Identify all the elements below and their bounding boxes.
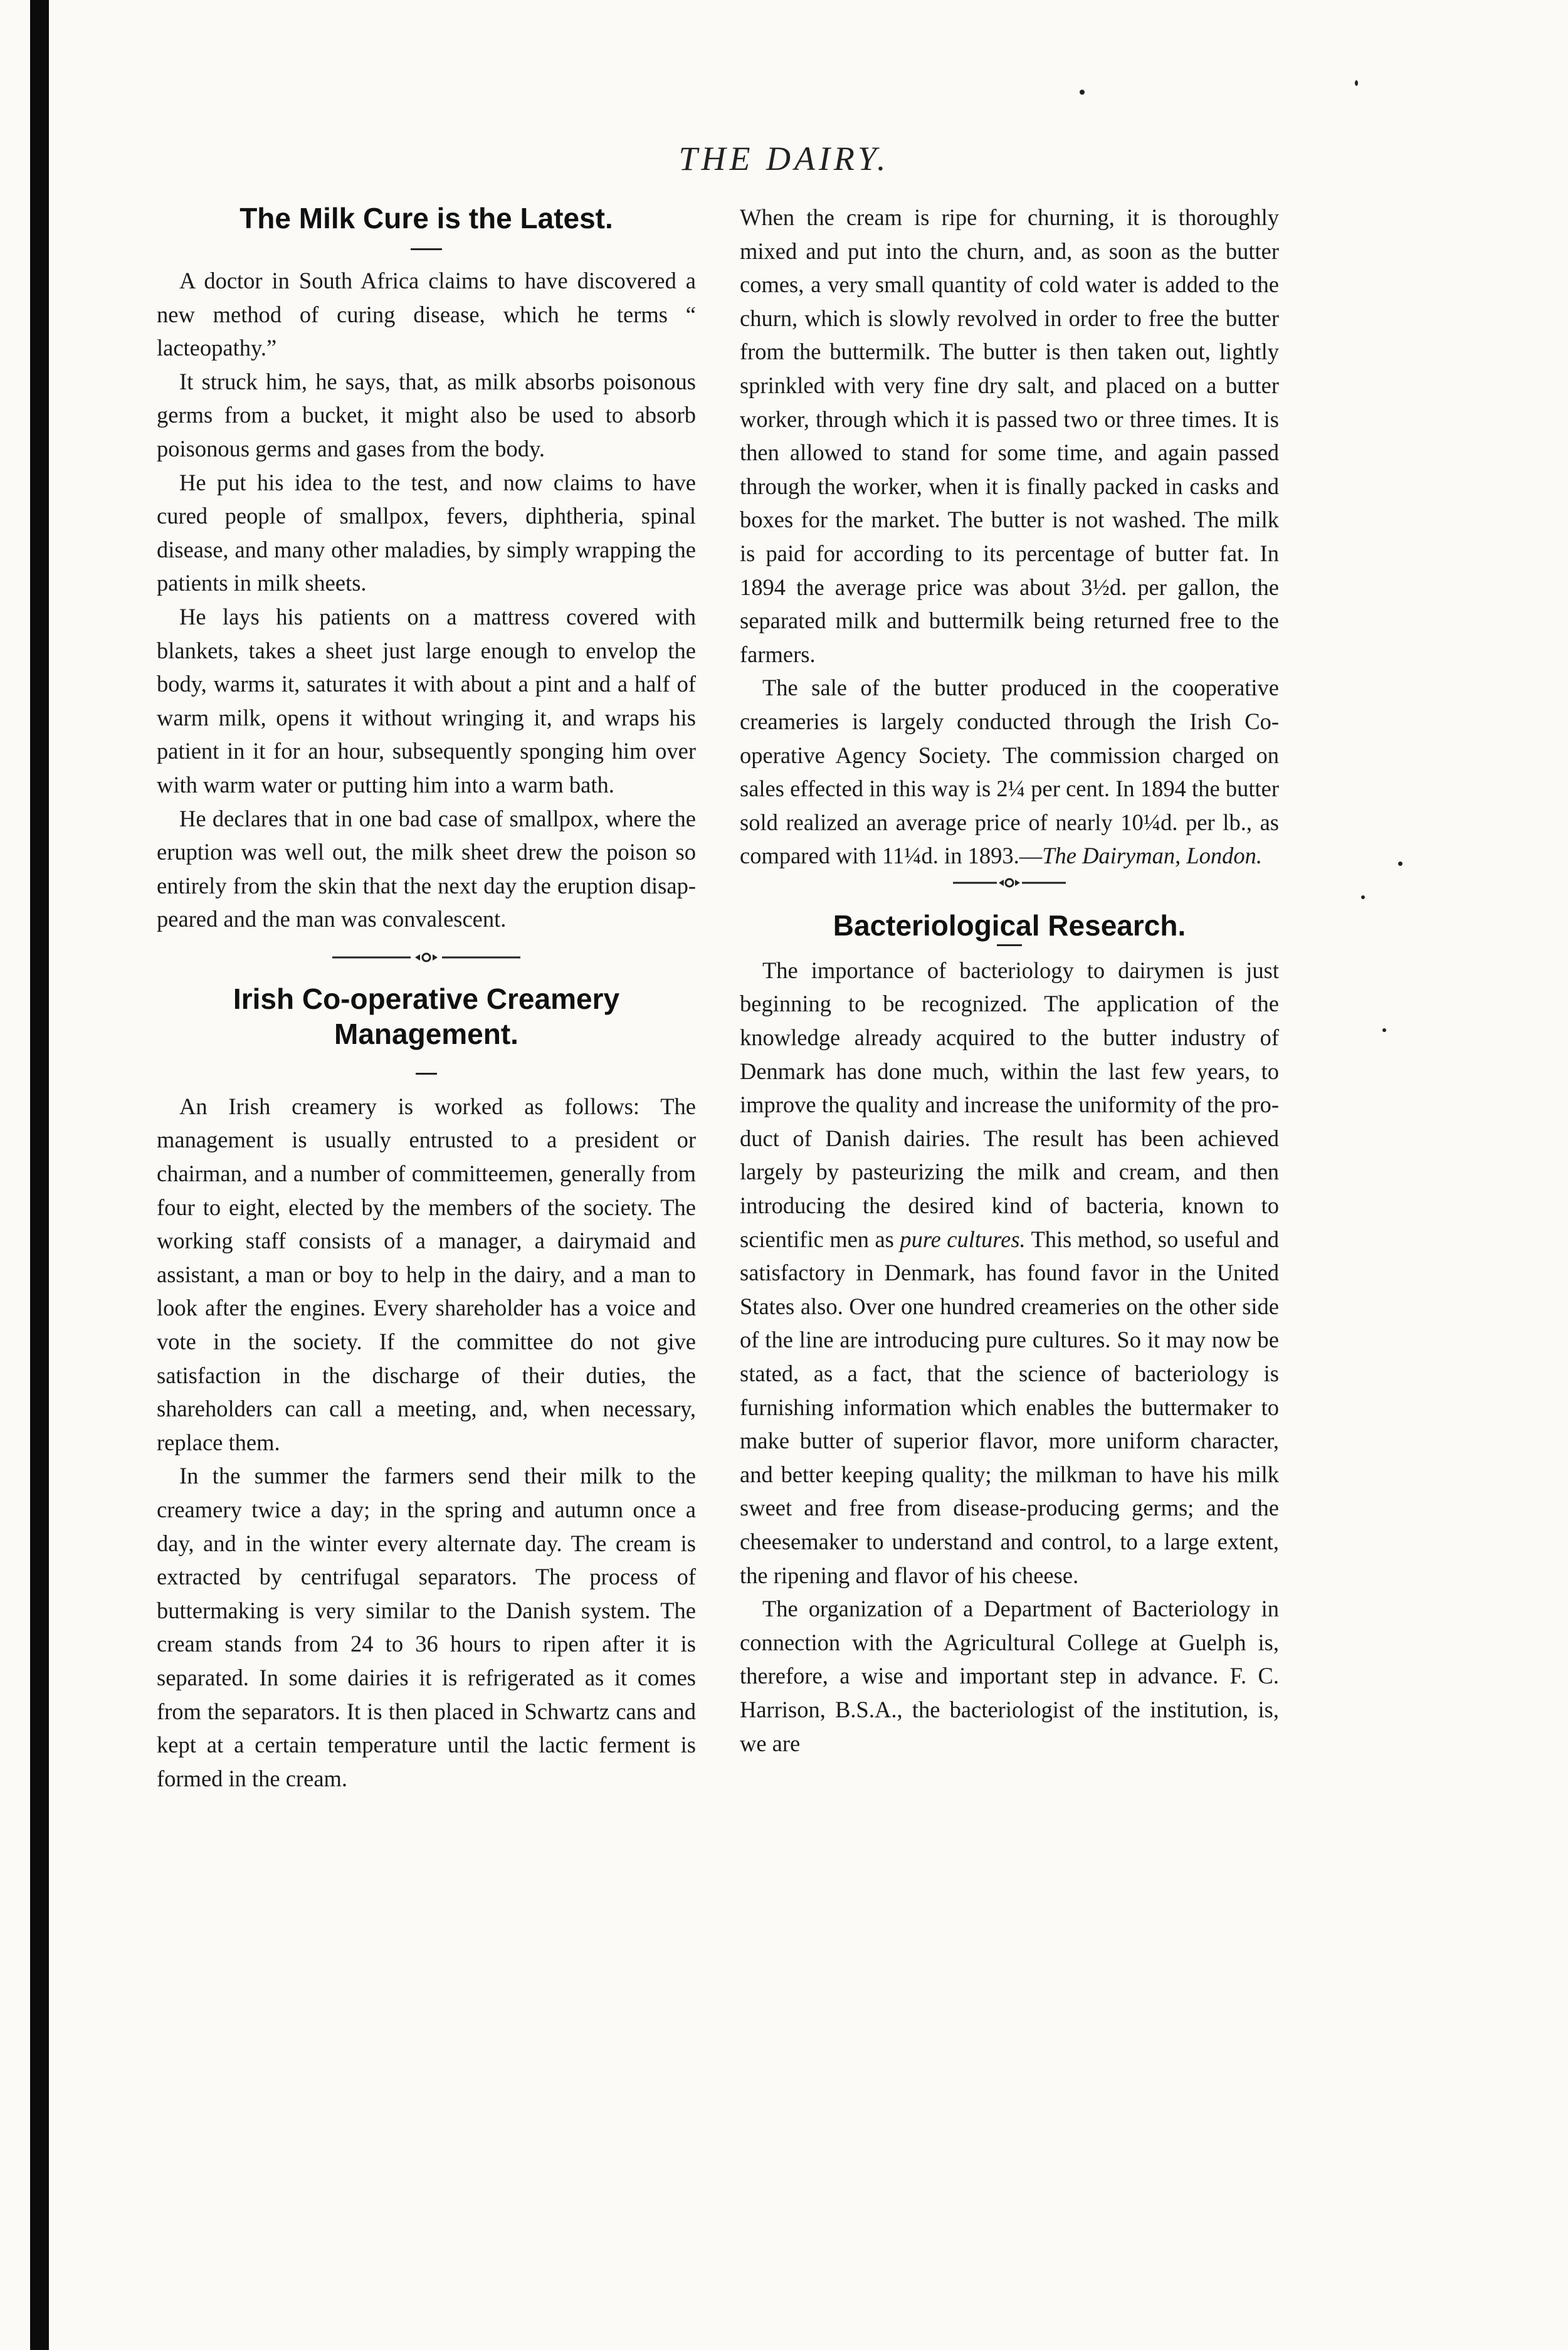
bacteriology-paragraph-text: The importance of bacteriology to dairymen is just beginning to be recognized. The application of the knowledge already acquired to the butter industry of Denmark has done much, within the last few years, to improve the quality and increase the uniformity of the product of Danish dairies. The result has been achieved largely by pasteurizing the milk and cream, and then introducing the desired kind of bacteria, known to scientific men as	[740, 957, 1279, 1252]
section-divider-ornament	[332, 951, 520, 964]
bacteriology-paragraph	[740, 954, 1279, 1592]
page-speck	[1080, 90, 1085, 95]
title-rule	[416, 1073, 437, 1075]
irish-creamery-paragraph	[740, 671, 1279, 873]
article-title-irish-creamery: Irish Co-operative Creamery Management.	[233, 982, 620, 1050]
left-column	[157, 201, 696, 1795]
page-binding-edge	[30, 0, 49, 2350]
title-rule	[411, 248, 442, 250]
page-speck	[1382, 1028, 1386, 1032]
section-divider-ornament	[953, 877, 1066, 889]
milk-cure-paragraph: A doctor in South Africa claims to have discovered a new method of curing disease, which he terms “ lacteopathy.”	[157, 268, 696, 361]
irish-creamery-paragraph-text: The sale of the butter produced in the cooperative creameries is largely conducted through the Irish Co-operative Agency Society. The commission charged on sales effected in this way is 2¼ per cent. In 1894 the butter sold realized an average price of nearly 10¼d. per lb., as compared with 11¼d. in 1893.—	[740, 675, 1279, 869]
source-citation: The Dairyman, London.	[1042, 843, 1263, 869]
emphasis-pure-cultures: pure cultures.	[900, 1226, 1026, 1252]
right-column	[740, 201, 1279, 1760]
article-title-milk-cure: The Milk Cure is the Latest.	[239, 202, 613, 234]
page-speck	[1361, 895, 1365, 899]
milk-cure-paragraph: He declares that in one bad case of smallpox, where the eruption was well out, the milk sheet drew the poison so entirely from the skin that the next day the eruption disappeared and the man was convalescent.	[157, 805, 696, 932]
irish-creamery-paragraph: In the summer the farmers send their milk to the creamery twice a day; in the spring and autumn once a day, and in the winter every alternate day. The cream is extracted by centrifugal separators. The process of buttermaking is very similar to the Danish system. The cream stands from 24 to 36 hours to ripen after it is separated. In some dairies it is refrigerated as it comes from the separators. It is then placed in Schwartz cans and kept at a certain temperature until the lactic ferment is formed in the cream.	[157, 1463, 696, 1791]
milk-cure-paragraph: He put his idea to the test, and now claims to have cured people of smallpox, fevers, diphtheria, spinal disease, and many other maladies, by simply wrapping the patients in milk sheets.	[157, 469, 696, 596]
article-title-bacteriology: Bacteriological Research.	[833, 909, 1186, 942]
milk-cure-paragraph: He lays his patients on a mattress covered with blankets, takes a sheet just large enough to envelop the body, warms it, saturates it with about a pint and a half of warm milk, opens it without wringing it, and wraps his patient in it for an hour, subsequently sponging him over with warm water or putting him into a warm bath.	[157, 603, 696, 798]
running-head: THE DAIRY.	[678, 140, 890, 177]
bacteriology-paragraph: The organization of a Department of Bacteriology in connection with the Agricultural College at Guelph is, therefore, a wise and important step in advance. F. C. Harrison, B.S.A., the bacteriologist of the institution, is, we are	[740, 1596, 1279, 1756]
irish-creamery-paragraph: When the cream is ripe for churning, it is thoroughly mixed and put into the churn, and, as soon as the butter comes, a very small quantity of cold water is added to the churn, which is slowly revolved in order to free the butter from the buttermilk. The butter is then taken out, lightly sprinkled with very fine dry salt, and placed on a butter worker, through which it is passed two or three times. It is then allowed to stand for some time, and again passed through the worker, when it is finally packed in casks and boxes for the market. The butter is not washed. The milk is paid for according to its percentage of butter fat. In 1894 the average price was about 3½d. per gallon, the separated milk and buttermilk being returned free to the farmers.	[740, 204, 1279, 667]
milk-cure-paragraph: It struck him, he says, that, as milk absorbs poisonous germs from a bucket, it might also be used to absorb poisonous germs and gases from the body.	[157, 368, 696, 461]
page-speck	[1398, 861, 1402, 866]
title-rule	[997, 944, 1022, 946]
page-speck	[1355, 80, 1358, 86]
bacteriology-paragraph-text: This method, so useful and satisfactory in Denmark, has found favor in the United States also. Over one hundred creameries on the other side of the line are introducing pure cultures. So it may now be stated, as a fact, that the science of bacteriology is furnishing information which enables the buttermaker to make butter of superior flavor, more uniform character, and better keeping quality; the milkman to have his milk sweet and free from disease-producing germs; and the cheesemaker to understand and control, to a large extent, the ripening and flavor of his cheese.	[740, 1226, 1279, 1588]
irish-creamery-paragraph: An Irish creamery is worked as follows: The management is usually entrusted to a president or chairman, and a number of committeemen, generally from four to eight, elected by the members of the society. The working staff consists of a manager, a dairymaid and assistant, a man or boy to help in the dairy, and a man to look after the engines. Every shareholder has a voice and vote in the society. If the committee do not give satisfaction in the discharge of their duties, the shareholders can call a meeting, and, when necessary, replace them.	[157, 1093, 696, 1455]
